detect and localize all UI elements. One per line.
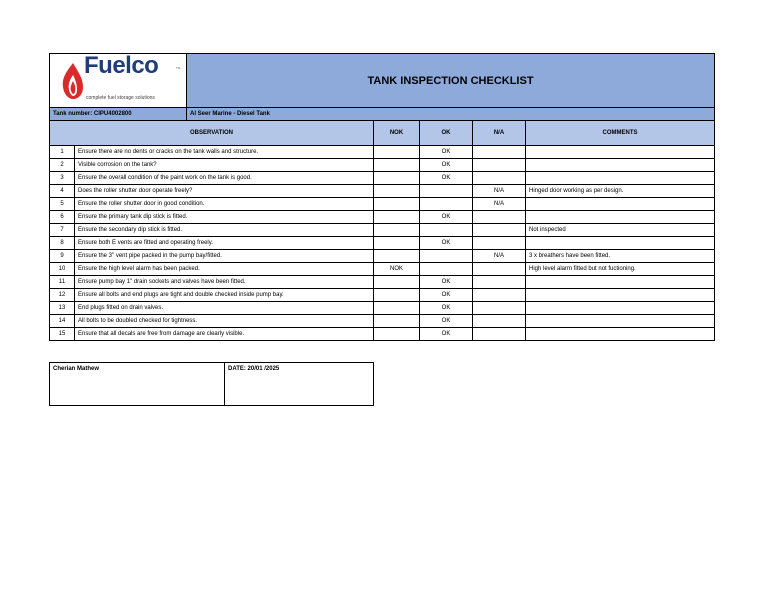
table-row bbox=[50, 328, 715, 341]
row-comment: Not inspected bbox=[526, 224, 715, 237]
row-ok: OK bbox=[420, 315, 473, 328]
row-number: 9 bbox=[50, 250, 75, 263]
checklist-sheet bbox=[49, 53, 714, 341]
row-observation: Ensure the primary tank dip stick is fitted. bbox=[75, 211, 374, 224]
signoff-table bbox=[49, 362, 374, 406]
column-header-na: N/A bbox=[473, 121, 526, 146]
row-na bbox=[473, 211, 526, 224]
table-row bbox=[50, 185, 715, 198]
row-comment bbox=[526, 302, 715, 315]
row-number: 11 bbox=[50, 276, 75, 289]
table-row bbox=[50, 302, 715, 315]
inspector-name: Cherian Mathew bbox=[50, 363, 225, 406]
row-number: 4 bbox=[50, 185, 75, 198]
row-nok bbox=[374, 198, 420, 211]
row-nok bbox=[374, 146, 420, 159]
row-nok bbox=[374, 276, 420, 289]
row-comment bbox=[526, 198, 715, 211]
table-row bbox=[50, 159, 715, 172]
row-ok bbox=[420, 185, 473, 198]
row-ok bbox=[420, 250, 473, 263]
column-header-comments: COMMENTS bbox=[526, 121, 715, 146]
tank-number: Tank number: CIPU4002800 bbox=[50, 108, 187, 121]
column-header-ok: OK bbox=[420, 121, 473, 146]
row-comment bbox=[526, 289, 715, 302]
column-header-observation: OBSERVATION bbox=[50, 121, 374, 146]
row-observation: Does the roller shutter door operate freely? bbox=[75, 185, 374, 198]
row-number: 13 bbox=[50, 302, 75, 315]
row-number: 10 bbox=[50, 263, 75, 276]
row-nok bbox=[374, 211, 420, 224]
row-nok: NOK bbox=[374, 263, 420, 276]
row-ok: OK bbox=[420, 159, 473, 172]
row-nok bbox=[374, 250, 420, 263]
row-na bbox=[473, 159, 526, 172]
row-na: N/A bbox=[473, 198, 526, 211]
row-ok: OK bbox=[420, 146, 473, 159]
row-observation: Ensure that all decals are free from damage are clearly visible. bbox=[75, 328, 374, 341]
row-nok bbox=[374, 289, 420, 302]
logo-wordmark: Fuelco bbox=[84, 53, 159, 79]
row-ok bbox=[420, 263, 473, 276]
table-row bbox=[50, 198, 715, 211]
table-row bbox=[50, 211, 715, 224]
row-comment bbox=[526, 276, 715, 289]
table-row bbox=[50, 263, 715, 276]
row-number: 1 bbox=[50, 146, 75, 159]
row-ok: OK bbox=[420, 302, 473, 315]
row-ok: OK bbox=[420, 289, 473, 302]
row-observation: Ensure the roller shutter door in good condition. bbox=[75, 198, 374, 211]
logo-tagline: complete fuel storage solutions bbox=[86, 95, 155, 101]
row-na bbox=[473, 328, 526, 341]
row-nok bbox=[374, 237, 420, 250]
row-ok: OK bbox=[420, 172, 473, 185]
row-observation: Ensure all bolts and end plugs are tight and double checked inside pump bay. bbox=[75, 289, 374, 302]
row-nok bbox=[374, 172, 420, 185]
row-na bbox=[473, 276, 526, 289]
row-observation: Ensure the high level alarm has been packed. bbox=[75, 263, 374, 276]
row-nok bbox=[374, 159, 420, 172]
row-number: 12 bbox=[50, 289, 75, 302]
row-observation: All bolts to be doubled checked for tightness. bbox=[75, 315, 374, 328]
row-comment: Hinged door working as per design. bbox=[526, 185, 715, 198]
row-observation: Ensure the secondary dip stick is fitted. bbox=[75, 224, 374, 237]
row-na bbox=[473, 263, 526, 276]
row-comment: High level alarm fitted but not fuctioning. bbox=[526, 263, 715, 276]
row-na bbox=[473, 302, 526, 315]
document-title: TANK INSPECTION CHECKLIST bbox=[187, 54, 715, 108]
row-comment bbox=[526, 315, 715, 328]
row-number: 2 bbox=[50, 159, 75, 172]
row-na bbox=[473, 315, 526, 328]
row-number: 6 bbox=[50, 211, 75, 224]
row-comment: 3 x breathers have been fitted. bbox=[526, 250, 715, 263]
row-na: N/A bbox=[473, 185, 526, 198]
row-observation: Ensure the 3" vent pipe packed in the pump bay/fitted. bbox=[75, 250, 374, 263]
row-observation: Ensure there are no dents or cracks on the tank walls and structure. bbox=[75, 146, 374, 159]
row-observation: Visible corrosion on the tank? bbox=[75, 159, 374, 172]
row-ok bbox=[420, 224, 473, 237]
row-na: N/A bbox=[473, 250, 526, 263]
row-ok: OK bbox=[420, 328, 473, 341]
row-nok bbox=[374, 185, 420, 198]
row-observation: End plugs fitted on drain valves. bbox=[75, 302, 374, 315]
row-comment bbox=[526, 237, 715, 250]
row-nok bbox=[374, 302, 420, 315]
row-observation: Ensure the overall condition of the paint work on the tank is good. bbox=[75, 172, 374, 185]
table-row bbox=[50, 172, 715, 185]
checklist-rows bbox=[50, 146, 715, 341]
row-na bbox=[473, 289, 526, 302]
row-ok bbox=[420, 198, 473, 211]
row-nok bbox=[374, 328, 420, 341]
fuelco-logo bbox=[60, 53, 184, 105]
checklist-table bbox=[49, 53, 715, 341]
row-na bbox=[473, 172, 526, 185]
row-nok bbox=[374, 224, 420, 237]
flame-icon bbox=[60, 61, 86, 101]
tank-name: Al Seer Marine - Diesel Tank bbox=[187, 108, 715, 121]
row-number: 7 bbox=[50, 224, 75, 237]
inspection-date: DATE: 20/01 /2025 bbox=[225, 363, 374, 406]
row-number: 5 bbox=[50, 198, 75, 211]
table-row bbox=[50, 276, 715, 289]
row-comment bbox=[526, 328, 715, 341]
table-row bbox=[50, 250, 715, 263]
logo-cell bbox=[50, 54, 187, 108]
row-na bbox=[473, 237, 526, 250]
table-row bbox=[50, 315, 715, 328]
row-nok bbox=[374, 315, 420, 328]
row-number: 8 bbox=[50, 237, 75, 250]
table-row bbox=[50, 289, 715, 302]
row-comment bbox=[526, 172, 715, 185]
table-row bbox=[50, 237, 715, 250]
row-comment bbox=[526, 159, 715, 172]
row-observation: Ensure both E vents are fitted and operating freely. bbox=[75, 237, 374, 250]
row-observation: Ensure pump bay 1" drain sockets and valves have been fitted. bbox=[75, 276, 374, 289]
row-na bbox=[473, 224, 526, 237]
row-number: 3 bbox=[50, 172, 75, 185]
signoff-block bbox=[49, 362, 373, 406]
row-ok: OK bbox=[420, 237, 473, 250]
row-comment bbox=[526, 211, 715, 224]
table-row bbox=[50, 146, 715, 159]
row-ok: OK bbox=[420, 211, 473, 224]
logo-trademark: TM bbox=[176, 66, 181, 70]
row-na bbox=[473, 146, 526, 159]
column-header-nok: NOK bbox=[374, 121, 420, 146]
row-number: 14 bbox=[50, 315, 75, 328]
row-number: 15 bbox=[50, 328, 75, 341]
row-ok: OK bbox=[420, 276, 473, 289]
table-row bbox=[50, 224, 715, 237]
row-comment bbox=[526, 146, 715, 159]
